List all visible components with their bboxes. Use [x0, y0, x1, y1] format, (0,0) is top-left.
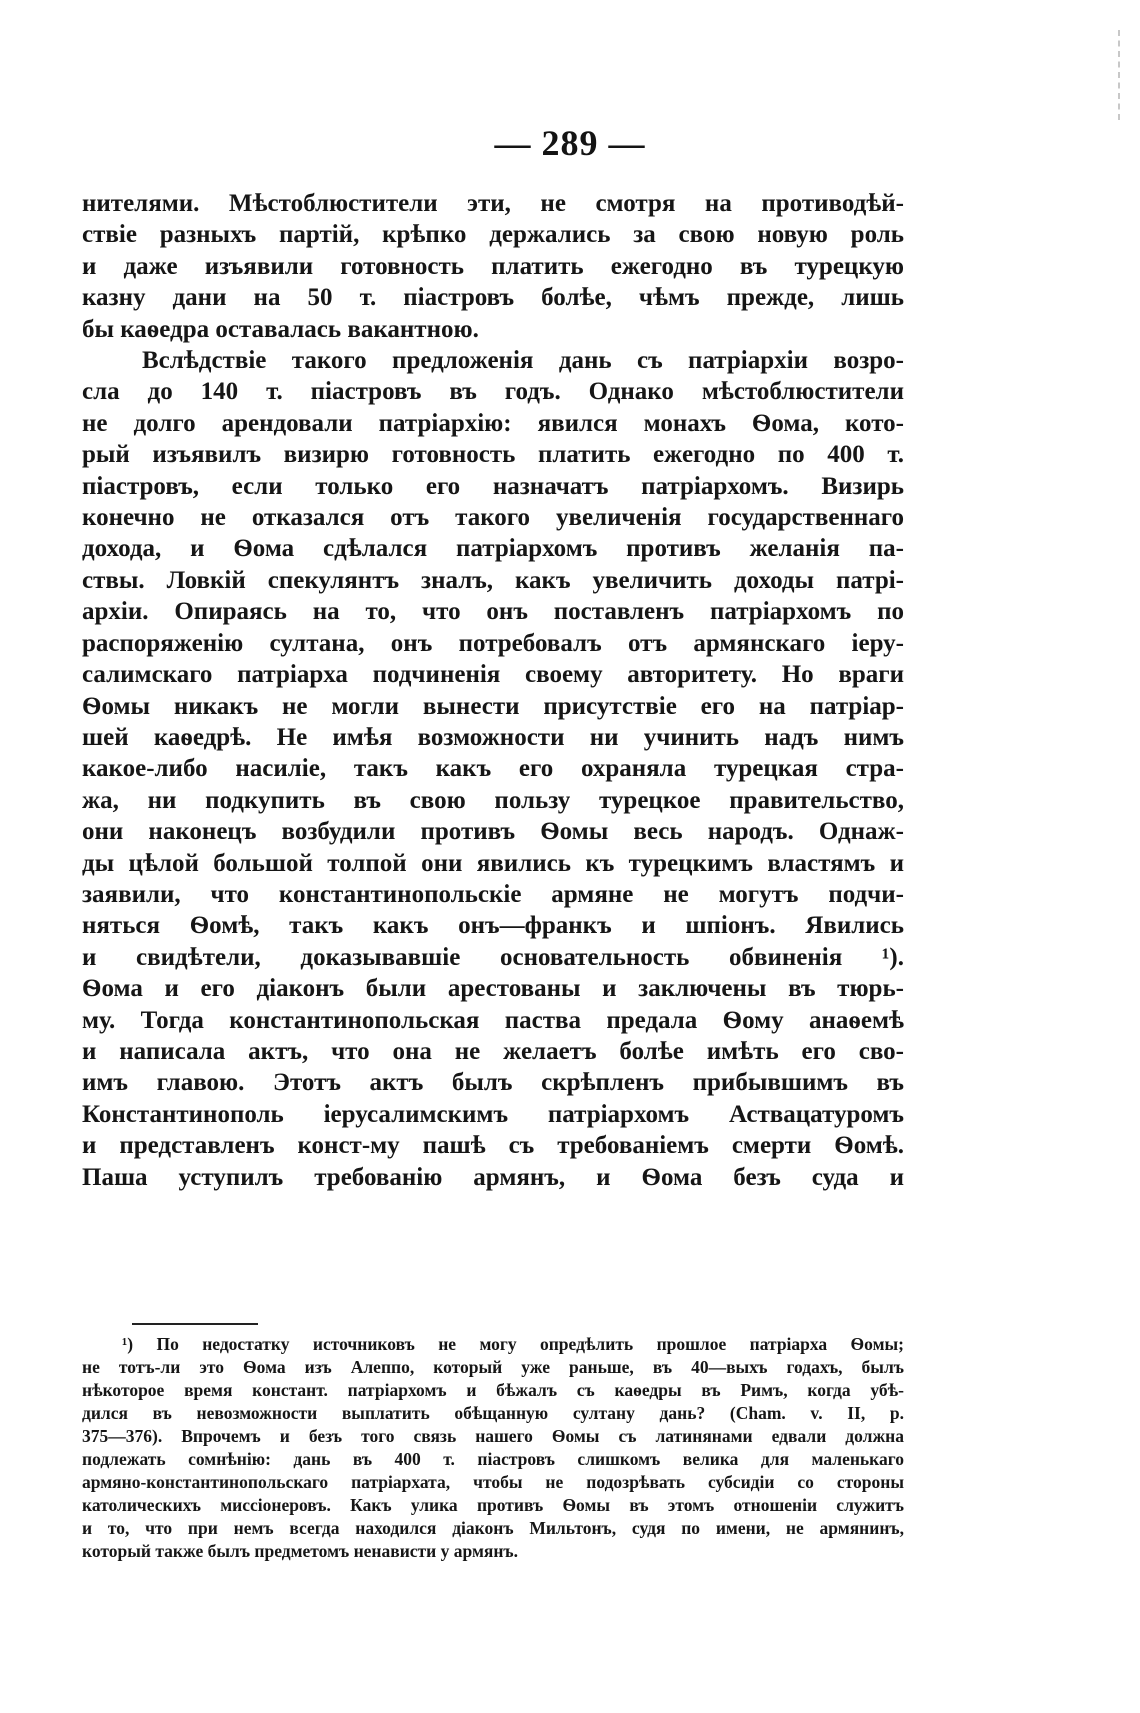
- text-line: дохода, и Ѳома сдѣлался патріархомъ противъ желанія па-: [82, 535, 904, 563]
- text-line: піастровъ, если только его назначатъ патріархомъ. Визирь: [82, 472, 904, 500]
- text-line: няться Ѳомѣ, такъ какъ онъ—франкъ и шпіонъ. Явились: [82, 912, 904, 940]
- text-line: конечно не отказался отъ такого увеличенія государственнаго: [82, 504, 904, 532]
- scan-edge-mark: [1118, 30, 1122, 120]
- text-line: распоряженію султана, онъ потребовалъ отъ армянскаго іеру-: [82, 629, 904, 657]
- footnote-line: который также былъ предметомъ ненависти у армянъ.: [82, 1541, 518, 1561]
- text-line: шей каѳедрѣ. Не имѣя возможности ни учинить надъ нимъ: [82, 723, 904, 751]
- footnote-line: подлежать сомнѣнію: дань въ 400 т. піастровъ слишкомъ велика для маленькаго: [82, 1449, 904, 1469]
- text-line: и свидѣтели, доказывавшіе основательность обвиненія ¹).: [82, 943, 904, 971]
- footnote-line: ¹) По недостатку источниковъ не могу опредѣлить прошлое патріарха Ѳомы;: [122, 1334, 904, 1354]
- text-line: и даже изъявили готовность платить ежегодно въ турецкую: [82, 252, 904, 280]
- text-line: ствы. Ловкій спекулянтъ зналъ, какъ увеличить доходы патрі-: [82, 566, 904, 594]
- text-line: имъ главою. Этотъ актъ былъ скрѣпленъ прибывшимъ въ: [82, 1069, 904, 1097]
- page-number: — 289 —: [494, 123, 646, 163]
- text-line: рый изъявилъ визирю готовность платить ежегодно по 400 т.: [82, 441, 904, 469]
- text-line: бы каѳедра оставалась вакантною.: [82, 315, 479, 343]
- text-line: салимскаго патріарха подчиненія своему авторитету. Но враги: [82, 661, 904, 689]
- text-line: Ѳомы никакъ не могли вынести присутствіе его на патріар-: [82, 692, 904, 720]
- footnote-separator: [132, 1323, 258, 1325]
- text-line: казну дани на 50 т. піастровъ болѣе, чѣмъ прежде, лишь: [82, 284, 904, 312]
- footnote-line: не тотъ-ли это Ѳома изъ Алеппо, который уже раньше, въ 40—выхъ годахъ, былъ: [82, 1357, 904, 1377]
- text-line: и представленъ конст-му пашѣ съ требованіемъ смерти Ѳомѣ.: [82, 1132, 904, 1160]
- text-line: архіи. Опираясь на то, что онъ поставленъ патріархомъ по: [82, 598, 904, 626]
- footnote-line: и то, что при немъ всегда находился діаконъ Мильтонъ, судя по имени, не армянинъ,: [82, 1518, 904, 1538]
- text-line: ствіе разныхъ партій, крѣпко держались за свою новую роль: [82, 221, 904, 249]
- footnote-line: армяно-константинопольскаго патріархата, чтобы не подозрѣвать субсидіи со стороны: [82, 1472, 904, 1492]
- text-line: жа, ни подкупить въ свою пользу турецкое правительство,: [82, 786, 904, 814]
- text-line: нителями. Мѣстоблюстители эти, не смотря на противодѣй-: [82, 190, 904, 217]
- text-line: Вслѣдствіе такого предложенія дань съ патріархіи возро-: [142, 347, 904, 375]
- text-line: они наконецъ возбудили противъ Ѳомы весь народъ. Однаж-: [82, 818, 904, 846]
- footnote-line: нѣкоторое время констант. патріархомъ и бѣжалъ съ каѳедры въ Римъ, когда убѣ-: [82, 1380, 904, 1400]
- main-text: [82, 188, 904, 1193]
- text-line: ды цѣлой большой толпой они явились къ турецкимъ властямъ и: [82, 849, 904, 877]
- text-line: и написала актъ, что она не желаетъ болѣе имѣть его сво-: [82, 1037, 904, 1065]
- footnote-line: католическихъ миссіонеровъ. Какъ улика противъ Ѳомы въ этомъ отношеніи служитъ: [82, 1495, 904, 1515]
- text-line: не долго арендовали патріархію: явился монахъ Ѳома, кото-: [82, 409, 904, 437]
- text-line: какое-либо насиліе, такъ какъ его охраняла турецкая стра-: [82, 755, 904, 783]
- text-line: сла до 140 т. піастровъ въ годъ. Однако мѣстоблюстители: [82, 378, 904, 406]
- text-line: Ѳома и его діаконъ были арестованы и заключены въ тюрь-: [82, 975, 904, 1003]
- footnotes: [82, 1333, 904, 1563]
- text-line: му. Тогда константинопольская паства предала Ѳому анаѳемѣ: [82, 1006, 904, 1034]
- footnote-line: дился въ невозможности выплатить обѣщанную султану дань? (Cham. v. II, p.: [82, 1403, 904, 1423]
- text-line: Константинополь іерусалимскимъ патріархомъ Аствацатуромъ: [82, 1100, 904, 1128]
- text-line: Паша уступилъ требованію армянъ, и Ѳома безъ суда и: [82, 1163, 904, 1191]
- text-line: заявили, что константинопольскіе армяне не могутъ подчи-: [82, 880, 904, 908]
- footnote-line: 375—376). Впрочемъ и безъ того связь нашего Ѳомы съ латинянами едвали должна: [82, 1426, 904, 1446]
